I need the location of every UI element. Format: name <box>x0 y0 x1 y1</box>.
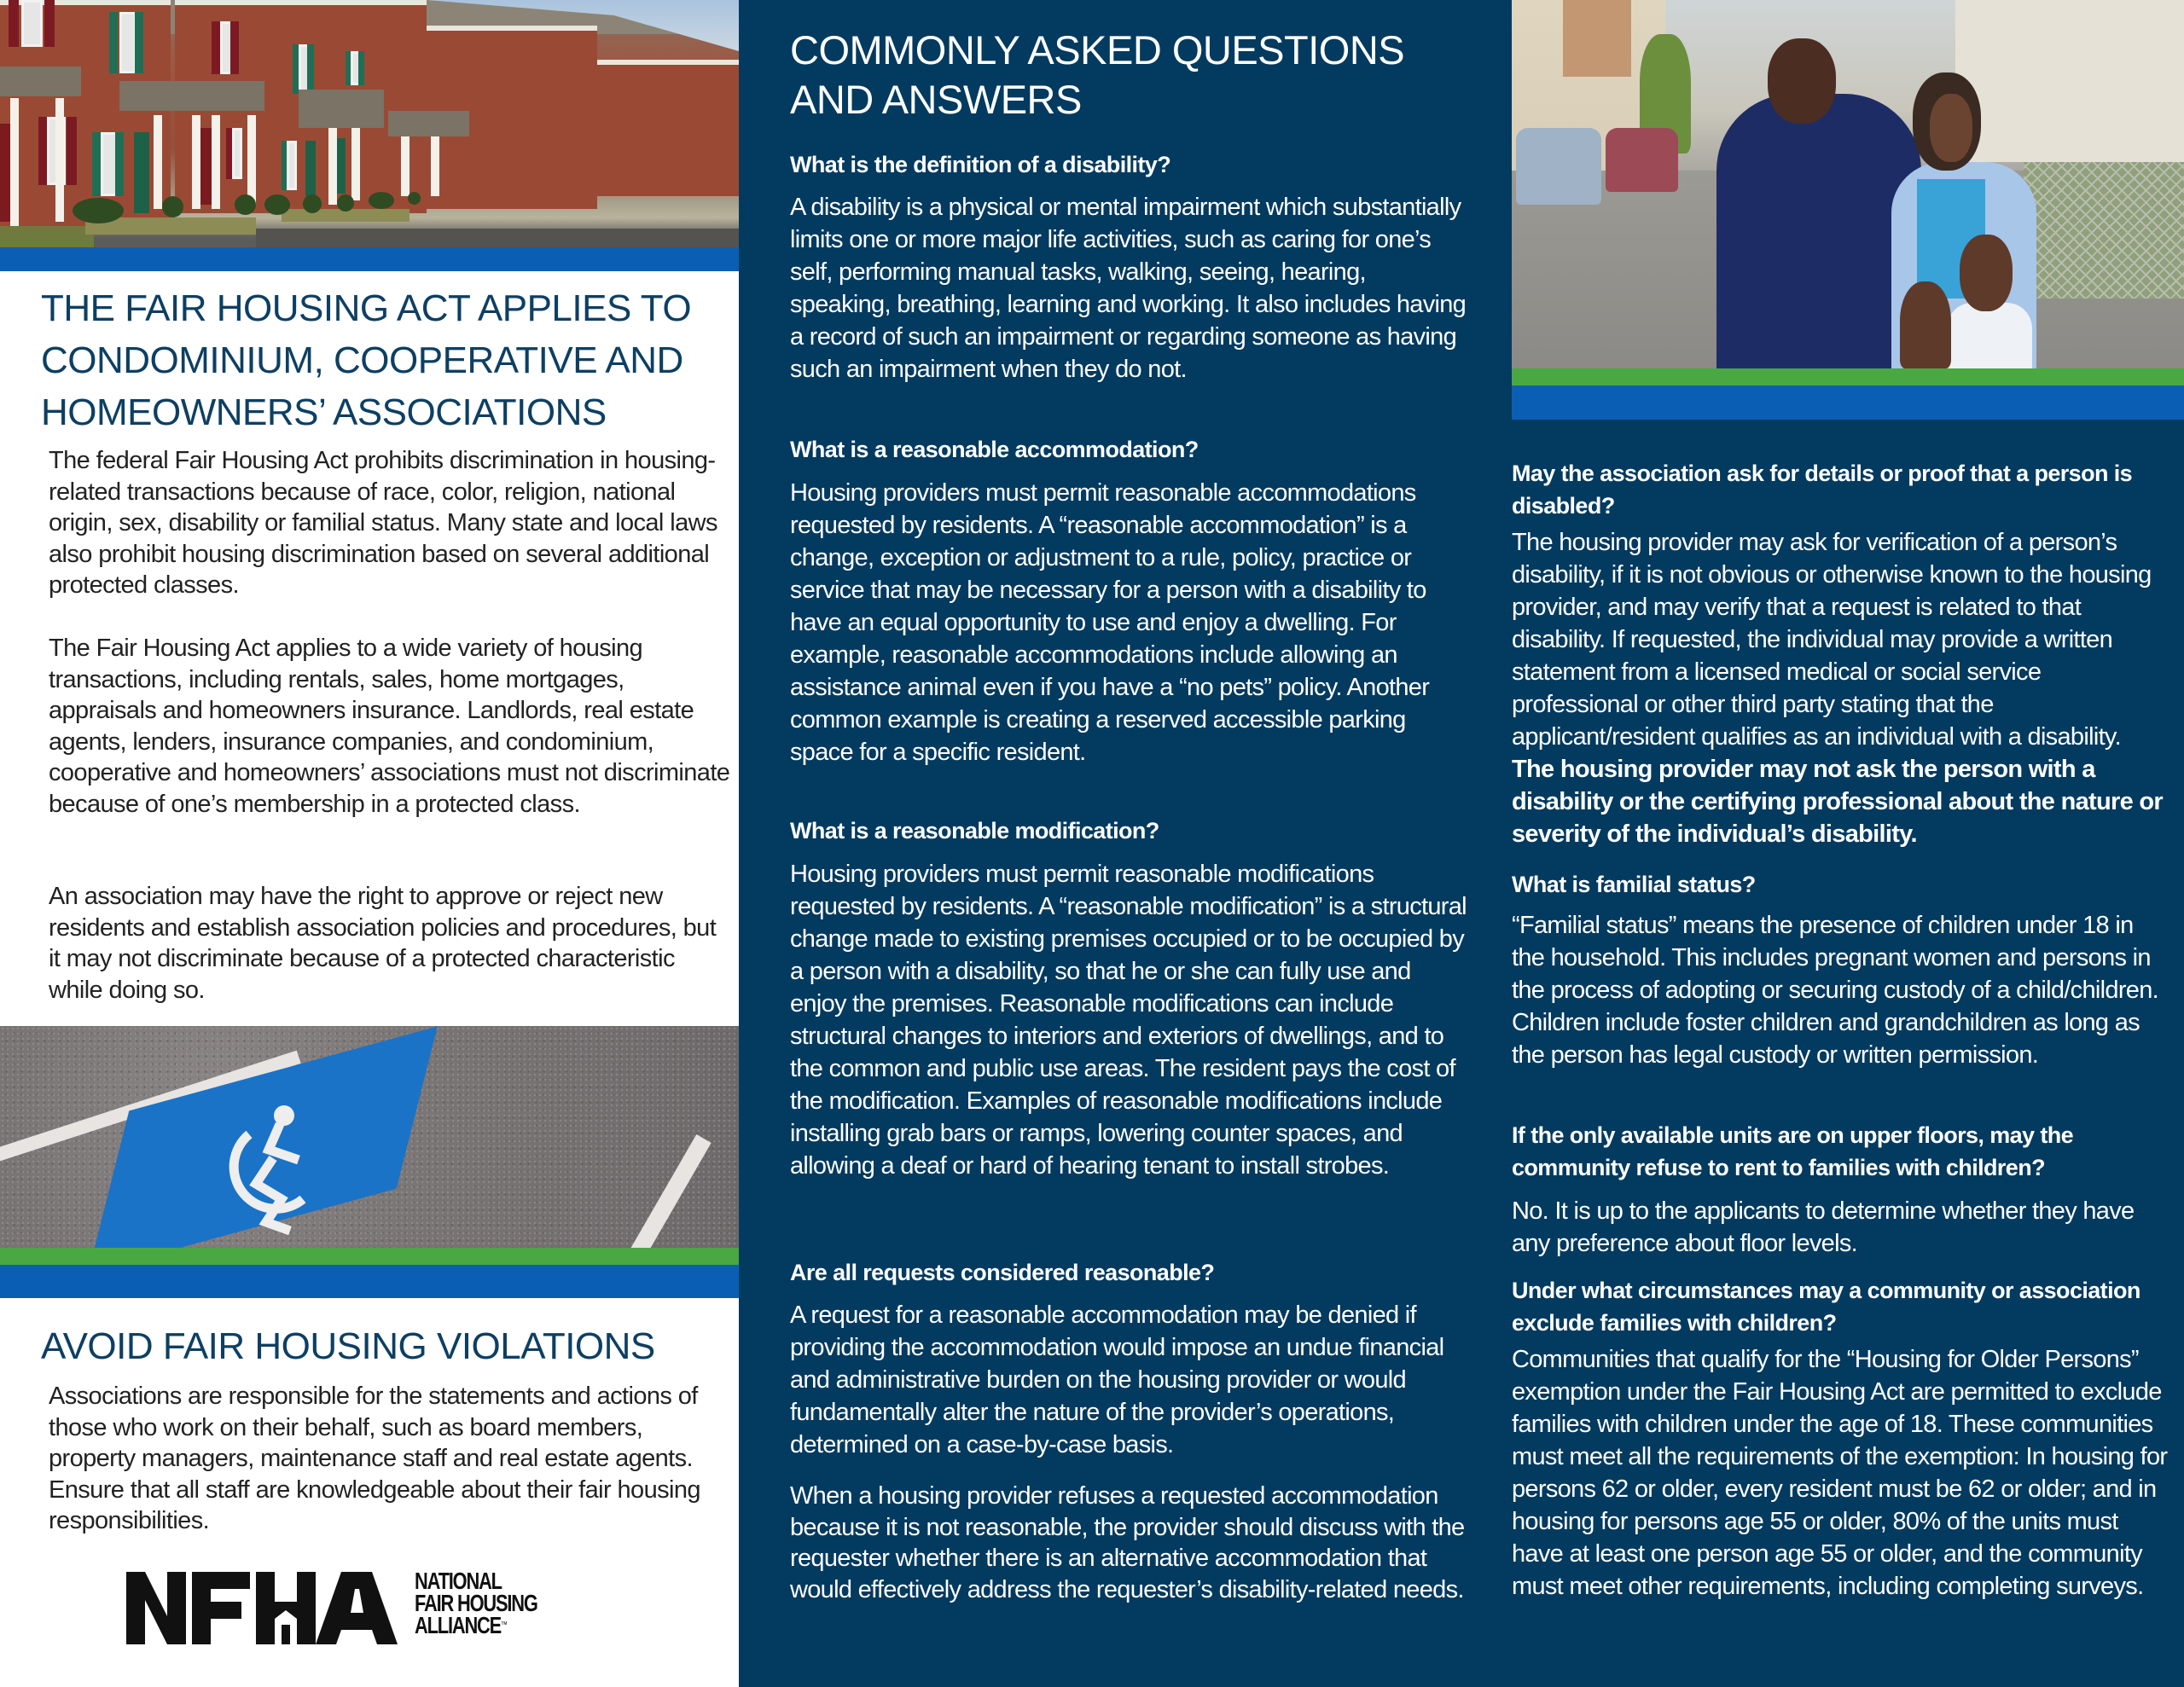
family-photo <box>1512 0 2184 368</box>
section-heading-avoid-violations: AVOID FAIR HOUSING VIOLATIONS <box>41 1325 655 1367</box>
faq-answer: Communities that qualify for the “Housing for Older Persons” exemption under the Fair Housing Act are permitted to exclude families with children under the age of 18. These communities must meet all the requirements of the exemption: In housing for persons 62 or older, every resident must be 62 or older; and in housing for persons age 55 or older, 80% of the units must have at least one person age 55 or older, and the community must meet other requirements, including completing surveys. <box>1512 1346 2168 1600</box>
faq-title <box>790 26 1472 125</box>
person-father <box>1716 94 1921 368</box>
accent-bar-green <box>0 1248 739 1265</box>
section-heading-fair-housing-act <box>41 282 691 438</box>
faq-answer: Housing providers must permit reasonable modifications requested by residents. A “reasonable modification” is a structural change made to existing premises occupied or to be occupied by a person with a disability, so that he or she can fully use and enjoy the premises. Reasonable modifications can include structural changes to interiors and exteriors of dwellings, and to the common and public use areas. The resident pays the cost of the modification. Examples of reasonable modifications include installing grab bars or ramps, lowering counter spaces, and allowing a deaf or hard of hearing tenant to install strobes. <box>790 861 1467 1180</box>
accent-bar-blue <box>0 1265 739 1298</box>
faq-answer: A disability is a physical or mental impairment which substantially limits one or more major life activities, such as caring for one’s self, performing manual tasks, walking, seeing, hearing, speaking, breathing, learning and working. It also includes having a record of such an impairment or regarding someone as having such an impairment when they do not. <box>790 194 1467 383</box>
answer-text: The housing provider may ask for verification of a person’s disability, if it is not obvious or otherwise known to the housing provider, and may verify that a request is related to that disability. If requested, the individual may provide a written statement from a licensed medical or social service professional or other third party stating that the applicant/resident qualifies as an individual with a disability. <box>1512 529 2152 751</box>
faq-answer: “Familial status” means the presence of children under 18 in the household. This includes pregnant women and persons in the process of adopting or securing custody of a child/children. Children include foster children and grandchildren as long as the person has legal custody or written permission. <box>1512 912 2158 1069</box>
logo-line: FAIR HOUSING <box>415 1590 537 1616</box>
faq-question: Are all requests considered reasonable? <box>790 1260 1215 1285</box>
nfha-logo-mark <box>126 1572 408 1644</box>
paragraph-association-rights: An association may have the right to approve or reject new residents and establish association policies and procedures, but it may not discriminate because of a protected characteristic while doing so. <box>49 883 717 1004</box>
heading-line: CONDOMINIUM, COOPERATIVE AND <box>41 339 683 381</box>
nfha-logo <box>126 1568 587 1644</box>
paragraph-associations-responsible: Associations are responsible for the statements and actions of those who work on their behalf, such as board members, property managers, maintenance staff and real estate agents. Ensure that all staff are knowledgeable about their fair housing responsibilities. <box>49 1383 700 1535</box>
townhouses-photo <box>0 0 739 247</box>
trademark-symbol: ™ <box>501 1620 507 1630</box>
nfha-logo-text <box>415 1570 537 1637</box>
title-line: COMMONLY ASKED QUESTIONS <box>790 27 1405 72</box>
faq-answer: A request for a reasonable accommodation may be denied if providing the accommodation would impose an undue financial and administrative burden on the housing provider or would fundamentally alter the nature of the provider’s operations, determined on a case-by-case basis. <box>790 1301 1444 1458</box>
paragraph-applies-to: The Fair Housing Act applies to a wide variety of housing transactions, including rentals, sales, home mortgages, appraisals and homeowners insurance. Landlords, real estate agents, lenders, insurance companies, and condominium, cooperative and homeowners’ associations must not discriminate because of one’s membership in a protected class. <box>49 635 730 818</box>
faq-answer: No. It is up to the applicants to determine whether they have any preference about floor levels. <box>1512 1197 2135 1257</box>
faq-question: What is a reasonable accommodation? <box>790 437 1199 462</box>
accessible-parking-photo <box>0 1026 739 1248</box>
faq-answer: Housing providers must permit reasonable accommodations requested by residents. A “reasonable accommodation” is a change, exception or adjustment to a rule, policy, practice or service that may be necessary for a person with a disability to have an equal opportunity to use and enjoy a dwelling. For example, reasonable accommodations include allowing an assistance animal even if you have a “no pets” policy. Another common example is creating a reserved accessible parking space for a specific resident. <box>790 479 1430 766</box>
heading-line: THE FAIR HOUSING ACT APPLIES TO <box>41 287 692 329</box>
faq-question: Under what circumstances may a community or association exclude families with children? <box>1512 1278 2140 1336</box>
accent-bar-blue <box>0 247 739 271</box>
heading-line: HOMEOWNERS’ ASSOCIATIONS <box>41 391 607 433</box>
logo-line: NATIONAL <box>415 1568 502 1594</box>
wheelchair-symbol-icon <box>188 1090 375 1235</box>
faq-question: What is familial status? <box>1512 872 1756 897</box>
accent-bar-green <box>1512 368 2184 386</box>
faq-question: What is a reasonable modification? <box>790 818 1159 844</box>
faq-question: May the association ask for details or proof that a person is disabled? <box>1512 461 2133 519</box>
person-girl <box>1900 281 1951 368</box>
faq-question: If the only available units are on upper floors, may the community refuse to rent to families with children? <box>1512 1122 2074 1180</box>
title-line: AND ANSWERS <box>790 77 1082 122</box>
person-boy <box>1947 303 2032 368</box>
accent-bar-blue <box>1512 386 2184 420</box>
left-panel <box>0 0 739 1687</box>
paragraph-federal-act: The federal Fair Housing Act prohibits discrimination in housing-related transactions because of race, color, religion, national origin, sex, disability or familial status. Many state and local laws also prohibit housing discrimination based on several additional protected classes. <box>49 447 717 600</box>
faq-answer-followup: When a housing provider refuses a requested accommodation because it is not reasonable, the provider should discuss with the requester whether there is an alternative accommodation that would effectively address the requester’s disability-related needs. <box>790 1482 1465 1603</box>
answer-bold-text: The housing provider may not ask the person with a disability or the certifying professional about the nature or severity of the individual’s disability. <box>1512 756 2163 848</box>
faq-answer <box>1512 526 2169 850</box>
logo-line: ALLIANCE™ <box>415 1612 507 1638</box>
faq-question: What is the definition of a disability? <box>790 152 1171 177</box>
